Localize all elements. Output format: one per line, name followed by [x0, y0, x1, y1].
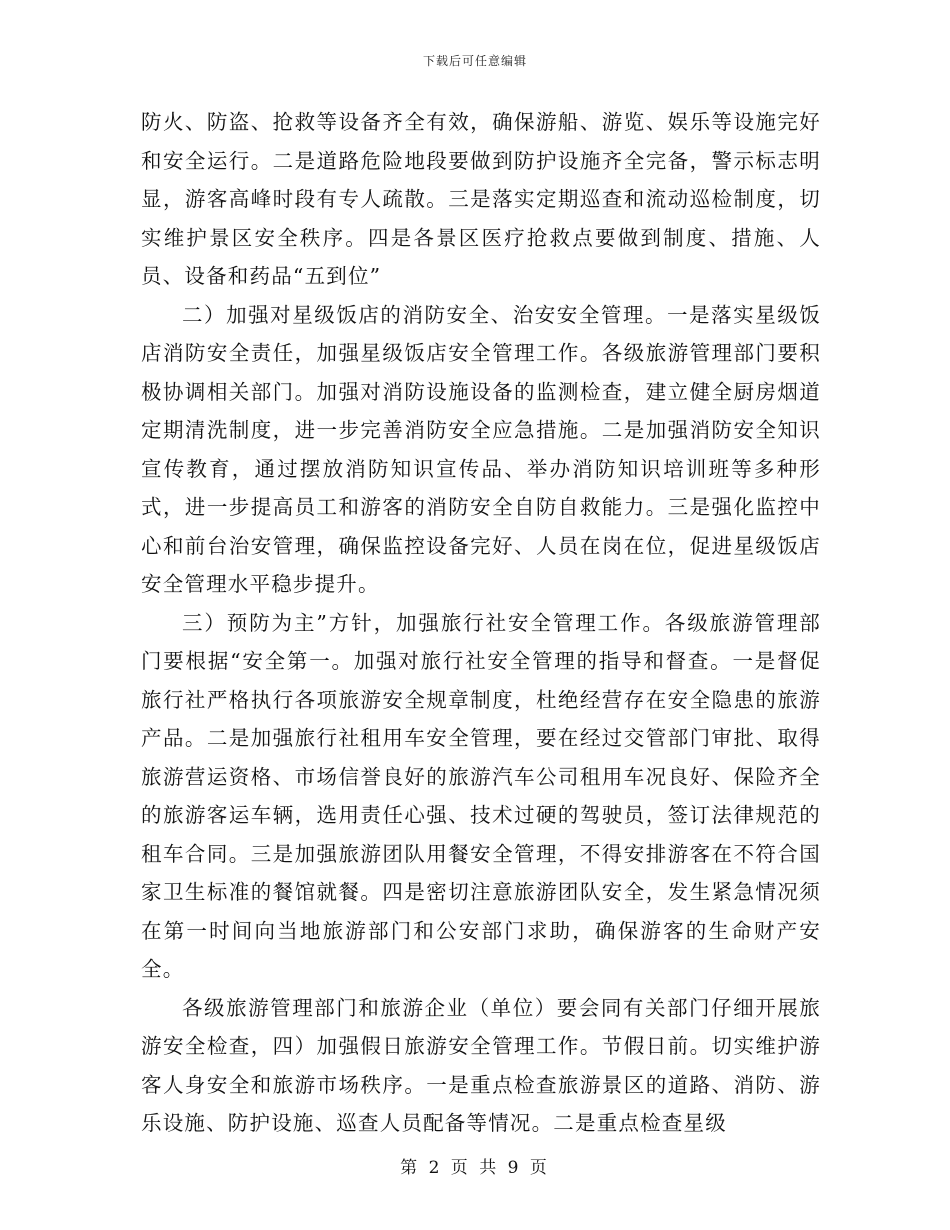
document-body [141, 103, 821, 1143]
paragraph-3: 三）预防为主”方针，加强旅行社安全管理工作。各级旅游管理部门要根据“安全第一。加强对旅行社安全管理的指导和督查。一是督促旅行社严格执行各项旅游安全规章制度，杜绝经营存在安全隐患的旅游产品。二是加强旅行社租用车安全管理，要在经过交管部门审批、取得旅游营运资格、市场信誉良好的旅游汽车公司租用车况良好、保险齐全的旅游客运车辆，选用责任心强、技术过硬的驾驶员，签订法律规范的租车合同。三是加强旅游团队用餐安全管理，不得安排游客在不符合国家卫生标准的餐馆就餐。四是密切注意旅游团队安全，发生紧急情况须在第一时间向当地旅游部门和公安部门求助，确保游客的生命财产安全。 [141, 610, 821, 981]
page-number: 第 2 页 共 9 页 [400, 1158, 550, 1178]
paragraph-1: 防火、防盗、抢救等设备齐全有效，确保游船、游览、娱乐等设施完好和安全运行。二是道路危险地段要做到防护设施齐全完备，警示标志明显，游客高峰时段有专人疏散。三是落实定期巡查和流动巡检制度，切实维护景区安全秩序。四是各景区医疗抢救点要做到制度、措施、人员、设备和药品“五到位” [141, 110, 821, 288]
page-header: 下载后可任意编辑 [422, 54, 527, 68]
paragraph-4: 各级旅游管理部门和旅游企业（单位）要会同有关部门仔细开展旅游安全检查，四）加强假日旅游安全管理工作。节假日前。切实维护游客人身安全和旅游市场秩序。一是重点检查旅游景区的道路、消防、游乐设施、防护设施、巡查人员配备等情况。二是重点检查星级 [141, 995, 821, 1135]
paragraph-2: 二）加强对星级饭店的消防安全、治安安全管理。一是落实星级饭店消防安全责任，加强星级饭店安全管理工作。各级旅游管理部门要积极协调相关部门。加强对消防设施设备的监测检查，建立健全厨房烟道定期清洗制度，进一步完善消防安全应急措施。二是加强消防安全知识宣传教育，通过摆放消防知识宣传品、举办消防知识培训班等多种形式，进一步提高员工和游客的消防安全自防自救能力。三是强化监控中心和前台治安管理，确保监控设备完好、人员在岗在位，促进星级饭店安全管理水平稳步提升。 [141, 302, 821, 596]
